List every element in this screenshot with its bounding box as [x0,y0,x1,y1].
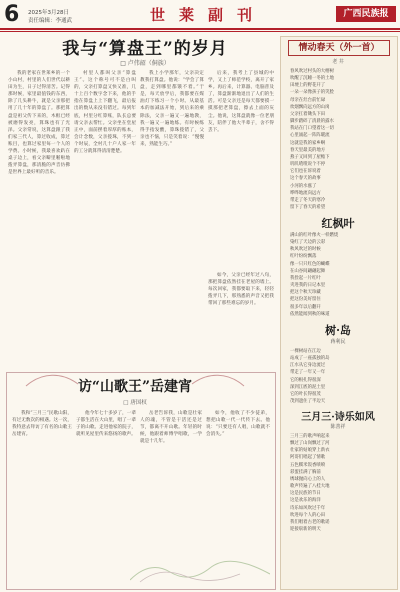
poem-line: 这是欢乐的海洋 [290,498,321,504]
poem-line: 站成了一座孤独的岛 [290,356,330,362]
poem-line: 诗乐如风吹过千年 [290,505,326,511]
paragraph: 岳老告诉我，山歌是壮家人的魂，不管是干活还是过节，都离不开山歌。年轻的时候，他跟着师傅学唱歌，一学就是十几年。 [140,411,202,445]
poem-line: 我们唱着古老的歌谣 [290,519,330,525]
poem-line: 心里涌起一阵阵暖流 [290,133,330,139]
poem2-lines [290,232,390,318]
poem-line: 迎接崭新的明天 [290,527,321,533]
poem-line: 小河的水涨了 [290,183,317,189]
poem-line: 飘过了山岗飘过了河 [290,441,330,447]
poem-line: 父亲扛着锄头下田 [290,111,326,117]
poem2-title: 红枫叶 [321,217,355,230]
poem3-author: 蒋利民 [330,339,346,345]
poem-line: 三月三的歌声响起来 [290,434,330,439]
poem-line: 哗哗地流向远方 [290,190,321,196]
paragraph: 我和“三月三”民歌山阳，有过无数次的相遇。这一次，我特意去拜访了有名的山歌王岳建宵。 [12,411,72,438]
poem-line: 把这个秋天珍藏 [290,290,321,296]
poem-line: 在山谷间翩翩起舞 [290,268,326,274]
paragraph: 村里人都叫父亲“算盘王”。这个称号可不是白叫的，父亲打算盘又快又准，几十上百个数字念下来，他的手指在算盘上上下翻飞，最后报出的数从来没有错过。每到年底，村里分红算账，队长总要请父亲去帮忙。父亲坐在堂屋正中，面前摆着厚厚的账本，会计念数，父亲拨珠，不到一个时辰，全村几十户人家一年的工分就算得清清楚楚。 [74,71,136,155]
paper-name-badge: 广西民族报 [336,6,396,22]
poem3-lines [290,348,390,405]
poem4-title: 三月三·诗乐如风 [301,412,375,423]
poem-line: 深到江底的泥土里 [290,384,326,390]
poem-line: 叽叽喳喳说个不停 [290,162,326,168]
poem-line: 田埂上的野花开了 [290,83,326,89]
main-article-column-1 [8,70,70,368]
poem-line: 它的叶长得很茂 [290,391,321,397]
poem1-author: 老 井 [332,59,344,65]
main-article-column-3 [140,70,204,368]
second-article-column-3 [140,410,202,528]
poem-line: 夹进我的日记本里 [290,283,326,289]
second-article-author: □ 唐国权 [123,400,147,406]
poem-line: 留下了春天的希望 [290,204,326,210]
poem3-title: 树·岛 [325,324,351,337]
poem-line: 绣球抛向心上的人 [290,476,326,482]
poem-line: 把这份美好留住 [290,297,321,303]
poem4-author: 陈善祥 [330,424,346,430]
poem-line: 春风吹过村头的大榕树 [290,69,334,74]
landscape-illustration-icon [130,530,270,585]
poem-line: 带走了一年又一年 [290,370,326,376]
issue-date: 2025年3月28日 [28,10,69,16]
second-article-column-2 [76,410,136,584]
poem1-lines [290,68,390,211]
paragraph: 后来，我考上了县城的中学，又上了师范学校，离开了家乡。再后来，计算器、电脑普及了，算盘渐渐地退出了人们的生活。可是父亲还是每天都要摸一摸那把老算盘，擦去上面的灰尘。他说，这算盘就像一位老朋友，陪伴了他大半辈子，舍不得丢下。 [208,71,274,133]
poem-line: 这是民族的节日 [290,491,321,497]
paragraph: 我的老家在世莱乡的一个小山村，村里的人们世代以耕田为生，日子过得清苦。记得那时候，家里最值钱的东西，除了几头耕牛，就是父亲那把用了几十年的算盘了。那把算盘是祖父传下来的，木框已经被磨得发亮，算珠也有了光泽。父亲常说，这算盘跟了我们家三代人，算过收成，算过账目，也算过家里每一个人的学费。小时候，我最喜欢趴在桌子边上，看父亲噼里啪啦地拨弄算盘，那清脆的声音仿佛是世界上最好听的音乐。 [8,71,70,176]
poem-line: 这个春天的故事 [290,176,321,182]
poem-line: 红叶纷纷飘落 [290,254,317,260]
paragraph: 如今，他收了不少徒弟，想把山歌一代一代传下去。他说：“只要还有人唱，山歌就不会消失。” [206,411,270,438]
poem-line: 阿哥们唱起了情歌 [290,455,326,461]
page-number: 6 [4,2,20,27]
poem-line: 彩蛋挂满了胸前 [290,469,321,475]
poem-line: 满山的红叶像火一样燃烧 [290,233,339,238]
editor-credit: 责任编辑：李通武 [28,18,73,24]
poem-line: 江水从它身边流过 [290,363,326,369]
poem-line: 茂到遮住了半边天 [290,399,326,405]
poem-line: 五色糯米饭香喷喷 [290,462,326,468]
poem-line: 染红了天边的云彩 [290,240,326,246]
paragraph: 如今，父亲已经年过八旬，那把算盘依然挂在老屋的墙上。每次回家，我都要取下来，轻轻拨弄几下，那熟悉的声音又把我带回了那些难忘的岁月。 [208,273,274,307]
poem-line: 我站在门口望着这一切 [290,126,334,132]
poem-line: 脚步踏碎了清晨的露水 [290,119,334,125]
poem-line: 依然能闻到秋的味道 [290,311,330,317]
poem-line: 秋风吹过的时候 [290,247,321,253]
poem-line: 歌声传遍了八桂大地 [290,484,330,490]
poem-line: 这就是我的家乡啊 [290,140,326,146]
poem-line: 它的根扎得很深 [290,377,321,383]
section-title: 世莱副刊 [150,6,267,24]
poetry-banner: 情动春天（外一首） [288,40,390,56]
main-article-column-2 [74,70,136,368]
poem-line: 吹醒了沉睡一冬的土地 [290,76,334,82]
poem-line: 很多年以后翻开 [290,304,321,310]
main-article-column-4 [208,70,274,270]
poem-line: 我捡起一片红叶 [290,275,321,281]
poem-line: 它们也在诉说着 [290,169,321,175]
main-article-author: □ 卢伟韶（侗族） [120,60,170,67]
poem-line: 炊烟飘向远方的山岗 [290,104,330,110]
poem-line: 一朵一朵像孩子的笑脸 [290,90,334,96]
header-rule [0,28,400,30]
second-article-column-1 [12,410,72,584]
page-header [0,0,400,38]
poem-line: 母亲在灶台前忙碌 [290,97,326,103]
main-article-title: 我与“算盘王”的岁月 [62,39,228,59]
paragraph: 他今年七十多岁了，一辈子都生活在大山里，唱了一辈子的山歌。走进他家的院子，就听见屋里传来悠扬的歌声。 [76,411,136,438]
poem-line: 壮家的姑娘穿上新衣 [290,448,330,454]
poem-line: 春天里最美的地方 [290,147,326,153]
second-article-title: 访“山歌王”岳建宵 [77,379,193,395]
poem-line: 吹进每个人的心田 [290,512,326,518]
poem4-lines [290,433,390,533]
poem-line: 一棵树站在江边 [290,349,321,354]
header-rule-thin [0,31,400,32]
main-article-column-5 [208,272,274,368]
poem-line: 燕子又回到了屋檐下 [290,154,330,160]
poem-line: 像一只只红色的蝴蝶 [290,261,330,267]
paragraph: 我上小学那年，父亲决定教我打算盘。他说：“学会了算盘，走到哪里都饿不着。”于是，每天放学后，我都要在煤油灯下练习一个小时。从最基本的加减法开始，到后来的乘除法，父亲一遍又一遍地教，我一遍又一遍地练。有时候练得手指发酸，算珠拨错了，父亲也不恼，只是笑着说：“慢慢来，熟能生巧。” [140,71,204,147]
poem-line: 带走了冬天的寒冷 [290,197,326,203]
